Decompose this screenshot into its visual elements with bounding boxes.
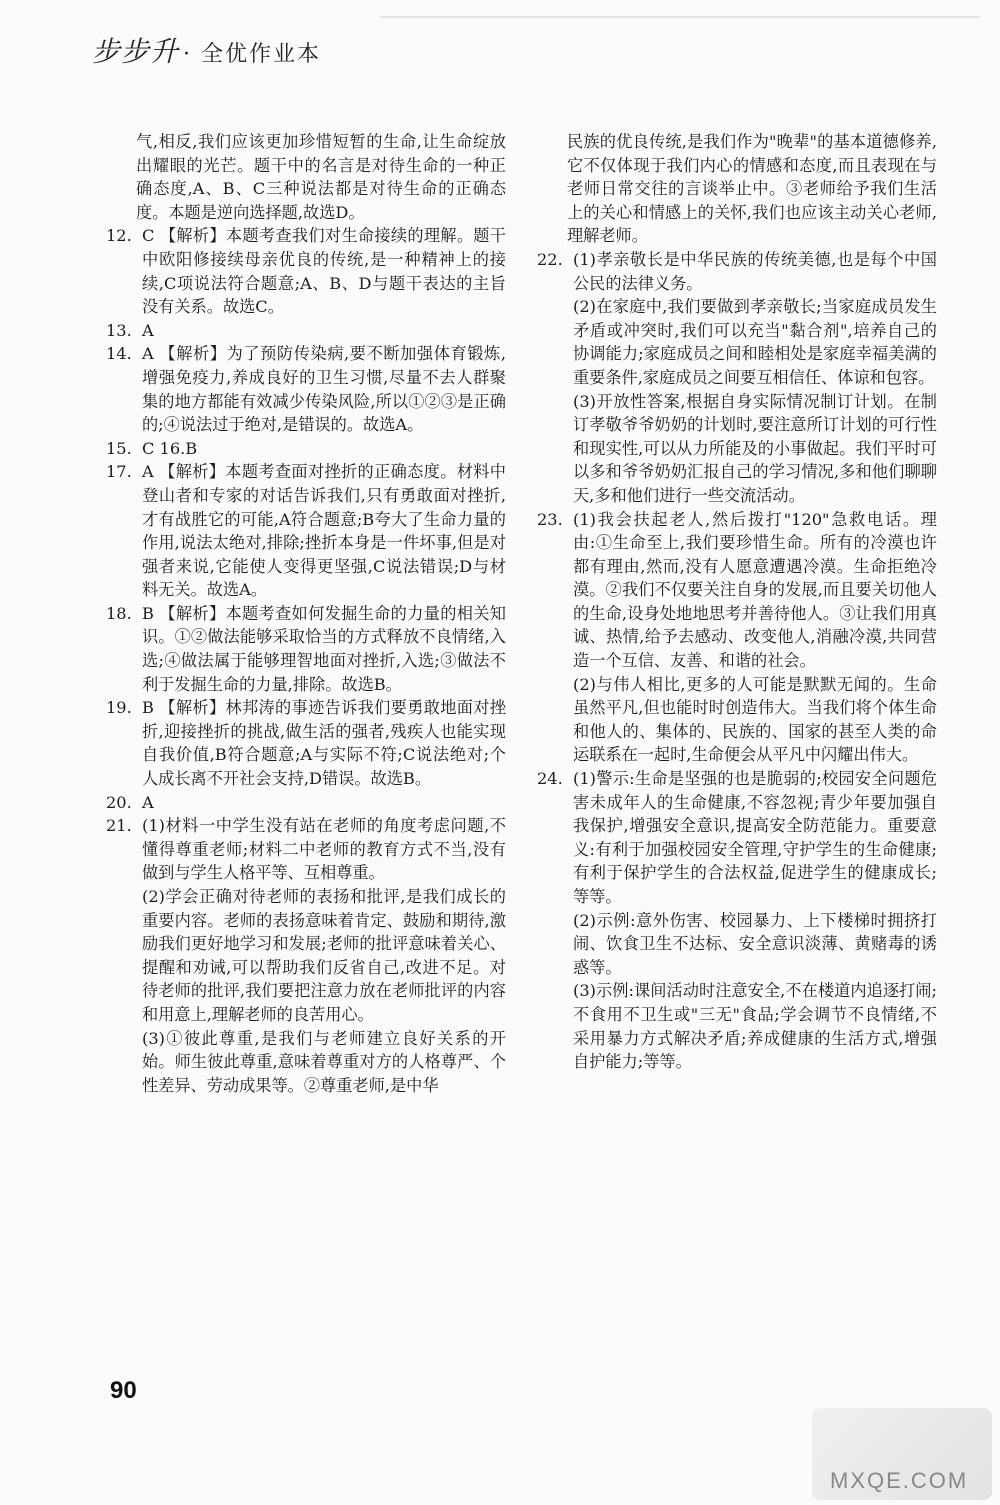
item-paragraph: (3)示例:课间活动时注意安全,不在楼道内追逐打闹;不食用不卫生或"三无"食品;学会调节不良情绪,不采用暴力方式解决矛盾;养成健康的生活方式,增强自护能力;等等。 xyxy=(573,981,937,1072)
answer-item-22 xyxy=(537,248,937,295)
item-paragraph: (2)与伟人相比,更多的人可能是默默无闻的。生命虽然平凡,但也能时时创造伟大。当我们将个体生命和他人的、集体的、民族的、国家的甚至人类的命运联系在一起时,生命便会从平凡中闪耀出伟大。 xyxy=(573,674,937,765)
item-text: A 【解析】为了预防传染病,要不断加强体育锻炼,增强免疫力,养成良好的卫生习惯,尽量不去人群聚集的地方都能有效减少传染风险,所以①②③是正确的;④说法过于绝对,是错误的。故选A。 xyxy=(142,344,506,435)
item-number: 21. xyxy=(106,816,132,836)
item-text: A xyxy=(142,792,154,812)
page-header xyxy=(92,30,321,70)
item-paragraph: (3)开放性答案,根据自身实际情况制订计划。在制订孝敬爷爷奶奶的计划时,要注意所订计划的可行性和现实性,可以从力所能及的小事做起。我们平时可以多和爷爷奶奶汇报自己的学习情况,多和他们聊聊天,多和他们进行一些交流活动。 xyxy=(573,391,937,505)
item-text: (1)材料一中学生没有站在老师的角度考虑问题,不懂得尊重老师;材料二中老师的教育方式不当,没有做到与学生人格平等、互相尊重。 xyxy=(142,816,506,883)
item-text: (1)孝亲敬长是中华民族的传统美德,也是每个中国公民的法律义务。 xyxy=(573,249,937,293)
item-text: (1)我会扶起老人,然后拨打"120"急救电话。理由:①生命至上,我们要珍惜生命。所有的冷漠也许都有理由,然而,没有人愿意遭遇冷漠。生命拒绝冷漠。②我们不仅要关注自身的发展,而且要关切他人的生命,设身处地地思考并善待他人。③让我们用真诚、热情,给予去感动、改变他人,消融冷漠,共同营造一个互信、友善、和谐的社会。 xyxy=(573,509,937,671)
item-number: 22. xyxy=(537,249,563,269)
item-number: 12. xyxy=(106,226,132,246)
brand-subtitle: · 全优作业本 xyxy=(183,42,322,67)
header-rule xyxy=(380,16,980,18)
item-number: 15. xyxy=(106,438,132,458)
item-text: (1)警示:生命是坚强的也是脆弱的;校园安全问题危害未成年人的生命健康,不容忽视;青少年要加强自我保护,增强安全意识,提高安全防范能力。重要意义:有利于加强校园安全管理,守护学生的生命健康;有利于保护学生的合法权益,促进学生的健康成长;等等。 xyxy=(573,769,937,906)
item-number: 18. xyxy=(106,603,132,623)
brand-logo: 步步升 xyxy=(92,35,180,68)
item-text: A xyxy=(142,320,154,340)
item-paragraph: (2)学会正确对待老师的表扬和批评,是我们成长的重要内容。老师的表扬意味着肯定、鼓励和期待,激励我们更好地学习和发展;老师的批评意味着关心、提醒和劝诫,可以帮助我们反省自己,改进不足。对待老师的批评,我们要把注意力放在老师批评的内容和用意上,理解老师的良苦用心。 xyxy=(142,887,506,1024)
item-paragraph: (2)在家庭中,我们要做到孝亲敬长;当家庭成员发生矛盾或冲突时,我们可以充当"黏合剂",培养自己的协调能力;家庭成员之间和睦相处是家庭幸福美满的重要条件,家庭成员之间要互相信任、体谅和包容。 xyxy=(573,297,937,387)
left-column xyxy=(106,130,506,1097)
item-number: 14. xyxy=(106,344,132,364)
continued-text: 气,相反,我们应该更加珍惜短暂的生命,让生命绽放出耀眼的光芒。题干中的名言是对待生命的一种正确态度,A、B、C三种说法都是对待生命的正确态度。本题是逆向选择题,故选D。 xyxy=(136,132,506,222)
answer-item-13 xyxy=(106,319,506,343)
item-number: 13. xyxy=(106,320,132,340)
answer-item-17 xyxy=(106,460,506,602)
page-number: 90 xyxy=(110,1377,137,1404)
answer-item-15 xyxy=(106,437,506,461)
answer-item-23 xyxy=(537,508,937,673)
answer-item-18 xyxy=(106,602,506,696)
answer-item-21 xyxy=(106,814,506,885)
item-number: 20. xyxy=(106,792,132,812)
item-number: 23. xyxy=(537,509,563,529)
answer-item-24 xyxy=(537,767,937,909)
item-number: 17. xyxy=(106,462,132,482)
item-text: C 【解析】本题考查我们对生命接续的理解。题干中欧阳修接续母亲优良的传统,是一种精神上的接续,C项说法符合题意;A、B、D与题干表达的主旨没有关系。故选C。 xyxy=(142,226,506,317)
item-text: C 16.B xyxy=(142,438,198,458)
answer-item-19 xyxy=(106,696,506,790)
answer-item-12 xyxy=(106,224,506,318)
answer-item-20 xyxy=(106,791,506,815)
watermark-text: MXQE.COM xyxy=(830,1468,969,1493)
continued-text: 民族的优良传统,是我们作为"晚辈"的基本道德修养,它不仅体现于我们内心的情感和态度,而且表现在与老师日常交往的言谈举止中。③老师给予我们生活上的关心和情感上的关怀,我们也应该主动关心老师,理解老师。 xyxy=(567,132,937,246)
right-column xyxy=(537,130,937,1074)
item-paragraph: (3)①彼此尊重,是我们与老师建立良好关系的开始。师生彼此尊重,意味着尊重对方的人格尊严、个性差异、劳动成果等。②尊重老师,是中华 xyxy=(142,1028,506,1095)
item-number: 24. xyxy=(537,769,563,789)
item-paragraph: (2)示例:意外伤害、校园暴力、上下楼梯时拥挤打闹、饮食卫生不达标、安全意识淡薄、黄赌毒的诱惑等。 xyxy=(573,910,937,977)
item-number: 19. xyxy=(106,698,132,718)
answer-item-14 xyxy=(106,342,506,436)
item-text: B 【解析】本题考查如何发掘生命的力量的相关知识。①②做法能够采取恰当的方式释放不良情绪,入选;④做法属于能够理智地面对挫折,入选;③做法不利于发掘生命的力量,排除。故选B。 xyxy=(142,603,506,694)
item-text: B 【解析】林邦涛的事迹告诉我们要勇敢地面对挫折,迎接挫折的挑战,做生活的强者,残疾人也能实现自我价值,B符合题意;A与实际不符;C说法绝对;个人成长离不开社会支持,D错误。故选B。 xyxy=(142,698,506,789)
item-text: A 【解析】本题考查面对挫折的正确态度。材料中登山者和专家的对话告诉我们,只有勇敢面对挫折,才有战胜它的可能,A符合题意;B夸大了生命力量的作用,说法太绝对,排除;挫折本身是一件坏事,但是对强者来说,它能使人变得更坚强,C说法错误;D与材料无关。故选A。 xyxy=(142,462,506,600)
